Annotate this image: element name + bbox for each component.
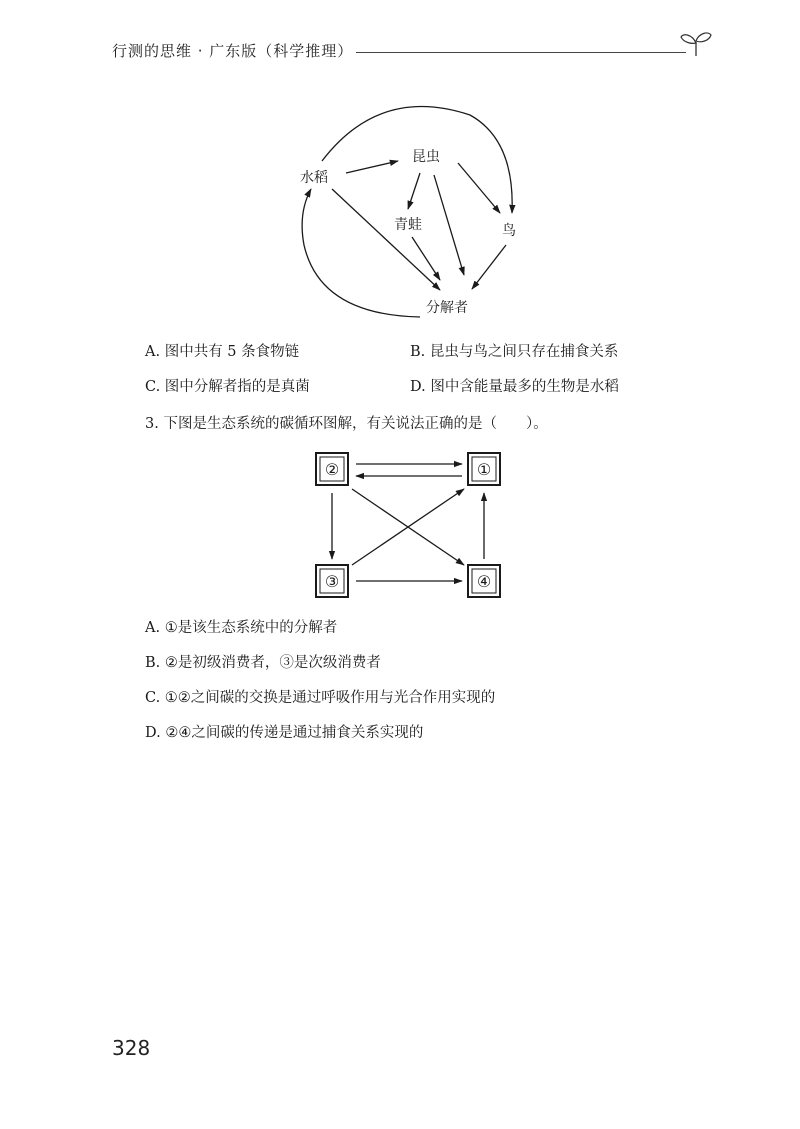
q2-option-c: C. 图中分解者指的是真菌 [145,379,310,395]
node-rice: 水稻 [300,170,328,186]
edge-insect-to-decomposer [434,175,464,275]
box-4 [468,565,500,597]
edge-bird-to-decomposer [472,245,506,289]
q3-option-d: D. ②④之间碳的传递是通过捕食关系实现的 [145,725,424,741]
q3-option-a: A. ①是该生态系统中的分解者 [145,620,338,636]
carbon-cycle-diagram [300,445,520,610]
q2-option-d: D. 图中含能量最多的生物是水稻 [410,379,619,395]
edge-rice-to-decomposer [332,189,440,290]
sprout-icon [678,28,714,58]
q3-option-b: B. ②是初级消费者，③是次级消费者 [145,655,381,671]
box-3 [316,565,348,597]
edge-insect-to-frog [408,173,420,209]
box-3-label: ③ [324,572,340,591]
q2-option-a: A. 图中共有 5 条食物链 [145,344,300,360]
edge-decomposer-to-rice [302,189,420,317]
question3-stem: 3. 下图是生态系统的碳循环图解，有关说法正确的是（ ）。 [145,416,548,432]
edge-frog-to-decomposer [412,237,440,280]
node-insect: 昆虫 [412,149,440,165]
node-frog: 青蛙 [394,217,422,233]
box-2-label: ② [324,460,340,479]
page-number: 328 [112,1036,151,1060]
box-1-label: ① [476,460,492,479]
q3-option-c: C. ①②之间碳的交换是通过呼吸作用与光合作用实现的 [145,690,496,706]
box-2 [316,453,348,485]
node-bird: 鸟 [502,223,516,239]
edge-rice-to-insect [346,161,398,173]
q2-option-b: B. 昆虫与鸟之间只存在捕食关系 [410,344,619,360]
box-4-label: ④ [476,572,492,591]
edge-insect-to-bird [458,163,500,213]
page-header-title: 行测的思维 · 广东版（科学推理） [112,42,354,60]
food-web-diagram [290,105,550,330]
header-rule [356,52,686,53]
box-1 [468,453,500,485]
node-decomposer: 分解者 [426,300,468,316]
